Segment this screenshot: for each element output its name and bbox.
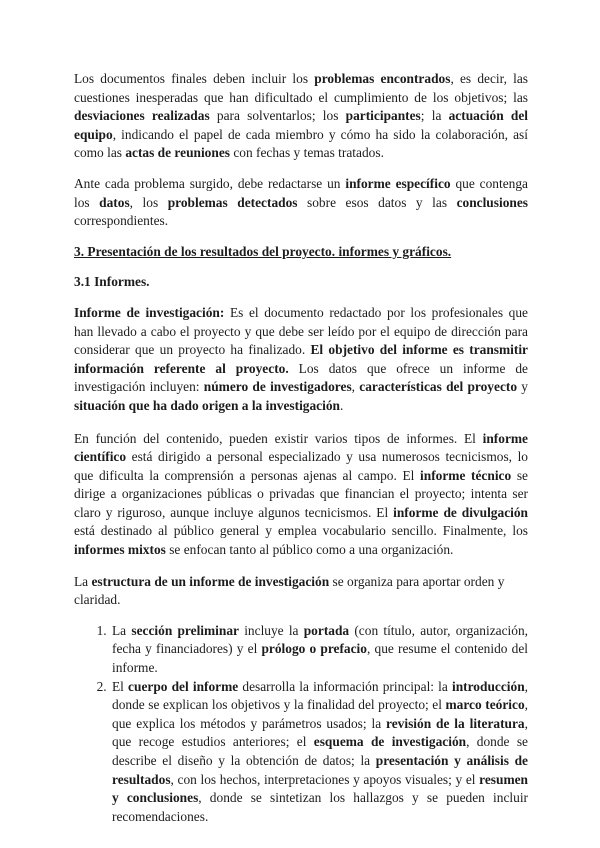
bold-text: conclusiones bbox=[456, 194, 528, 210]
text-run: El bbox=[112, 678, 129, 694]
text-run: se enfocan tanto al público como a una organización. bbox=[165, 542, 454, 558]
text-run: está dirigido a personal especializado y usa numerosos tecnicismos, lo que dificulta la comprensión a personas ajenas al campo. El bbox=[74, 449, 528, 483]
bold-text: sección preliminar bbox=[131, 622, 239, 638]
bold-text: estructura de un informe de investigación bbox=[91, 573, 330, 589]
text-run: , donde se explican los objetivos y la finalidad del proyecto; el bbox=[112, 678, 528, 713]
bold-text: actuación del equipo bbox=[74, 108, 528, 142]
text-run: , los bbox=[129, 194, 168, 210]
text-run: sobre esos datos y las bbox=[297, 194, 457, 210]
text-run: para solventarlos; los bbox=[209, 108, 346, 124]
bold-text: informe específico bbox=[345, 175, 451, 191]
text-run: se organiza para aportar orden y claridad. bbox=[74, 573, 505, 608]
text-run: Los datos que ofrece un informe de investigación incluyen: bbox=[74, 360, 528, 395]
bold-text: datos bbox=[99, 194, 130, 210]
text-run: ; la bbox=[420, 108, 449, 124]
bold-text: informe científico bbox=[74, 430, 528, 465]
bold-text: prólogo o prefacio bbox=[261, 641, 367, 657]
bold-text: Informe de investigación: bbox=[74, 304, 225, 320]
text-run: La bbox=[112, 622, 132, 638]
bold-text: desviaciones realizadas bbox=[74, 108, 210, 124]
bold-text: número de investigadores bbox=[203, 379, 352, 395]
paragraph-estructura bbox=[74, 573, 528, 610]
text-run: , con los hechos, interpretaciones y apoyos visuales; y el bbox=[170, 771, 480, 787]
bold-text: portada bbox=[303, 622, 350, 638]
section-heading: 3. Presentación de los resultados del proyecto. informes y gráficos. bbox=[74, 243, 452, 259]
text-run: correspondientes. bbox=[74, 213, 169, 229]
text-run: , donde se sintetizan los hallazgos y se pueden incluir recomendaciones. bbox=[112, 790, 529, 824]
paragraph-documentos-finales bbox=[74, 70, 528, 163]
text-run: con fechas y temas tratados. bbox=[229, 145, 384, 161]
bold-text: informes mixtos bbox=[74, 542, 166, 558]
bold-text: características del proyecto bbox=[359, 379, 518, 395]
text-run: desarrolla la información principal: la bbox=[238, 678, 452, 694]
list-item-seccion-preliminar bbox=[110, 622, 528, 678]
subsection-heading: 3.1 Informes. bbox=[74, 274, 150, 290]
text-run: incluye la bbox=[238, 622, 304, 638]
bold-text: informe técnico bbox=[420, 467, 512, 483]
bold-text: presentación y análisis de resultados bbox=[112, 753, 528, 787]
paragraph-tipos-informes bbox=[74, 430, 528, 560]
bold-text: problemas detectados bbox=[167, 194, 298, 210]
bold-text: esquema de investigación bbox=[313, 734, 467, 750]
text-run: Es el documento redactado por los profesionales que han llevado a cabo el proyecto y que debe ser leído por el equipo de dirección para considerar que un proyecto ha finalizado. bbox=[74, 304, 529, 358]
text-run: La bbox=[74, 573, 92, 589]
text-run: y bbox=[517, 379, 529, 395]
text-run: , es decir, las cuestiones inesperadas que han dificultado el cumplimiento de los objetivos; las bbox=[74, 71, 528, 105]
bold-text: informe de divulgación bbox=[393, 504, 528, 520]
text-run: se dirige a organizaciones públicas o privadas que financian el proyecto; intenta ser claro y riguroso, aunque incluye algunos tecnicismos. El bbox=[74, 467, 528, 520]
text-run: , que explica los métodos y parámetros usados; la bbox=[112, 697, 528, 731]
text-run: , donde se describe el diseño y la obtención de datos; la bbox=[112, 734, 528, 768]
text-run: . bbox=[340, 397, 344, 413]
text-run: está destinado al público general y emplea vocabulario sencillo. Finalmente, los bbox=[74, 523, 528, 539]
text-run: que contenga los bbox=[74, 175, 528, 210]
text-run: Los documentos finales deben incluir los bbox=[74, 71, 315, 86]
text-run: (con título, autor, organización, fecha y financiadores) y el bbox=[112, 622, 529, 657]
bold-text: participantes bbox=[345, 108, 421, 124]
text-run: Ante cada problema surgido, debe redactarse un bbox=[74, 175, 346, 191]
text-run: En función del contenido, pueden existir varios tipos de informes. El bbox=[74, 430, 483, 446]
text-run: , bbox=[351, 379, 360, 395]
bold-text: cuerpo del informe bbox=[128, 678, 239, 694]
paragraph-informe-especifico bbox=[74, 175, 528, 231]
bold-text: introducción bbox=[451, 678, 525, 694]
bold-text: resumen y conclusiones bbox=[112, 771, 528, 806]
list-item-cuerpo-informe bbox=[110, 678, 528, 827]
text-run: , indicando el papel de cada miembro y cómo ha sido la colaboración, así como las bbox=[74, 126, 528, 161]
text-run: , que resume el contenido del informe. bbox=[112, 641, 528, 676]
bold-text: marco teórico bbox=[445, 697, 525, 713]
paragraph-informe-investigacion bbox=[74, 304, 528, 416]
bold-text: situación que ha dado origen a la investigación bbox=[74, 397, 340, 413]
structure-list bbox=[74, 622, 528, 827]
bold-text: problemas encontrados bbox=[314, 71, 451, 86]
bold-text: revisión de la literatura bbox=[386, 715, 525, 731]
text-run: , que recoge estudios anteriores; el bbox=[112, 715, 528, 750]
bold-text: actas de reuniones bbox=[125, 145, 230, 161]
bold-text: El objetivo del informe es transmitir información referente al proyecto. bbox=[74, 342, 529, 376]
